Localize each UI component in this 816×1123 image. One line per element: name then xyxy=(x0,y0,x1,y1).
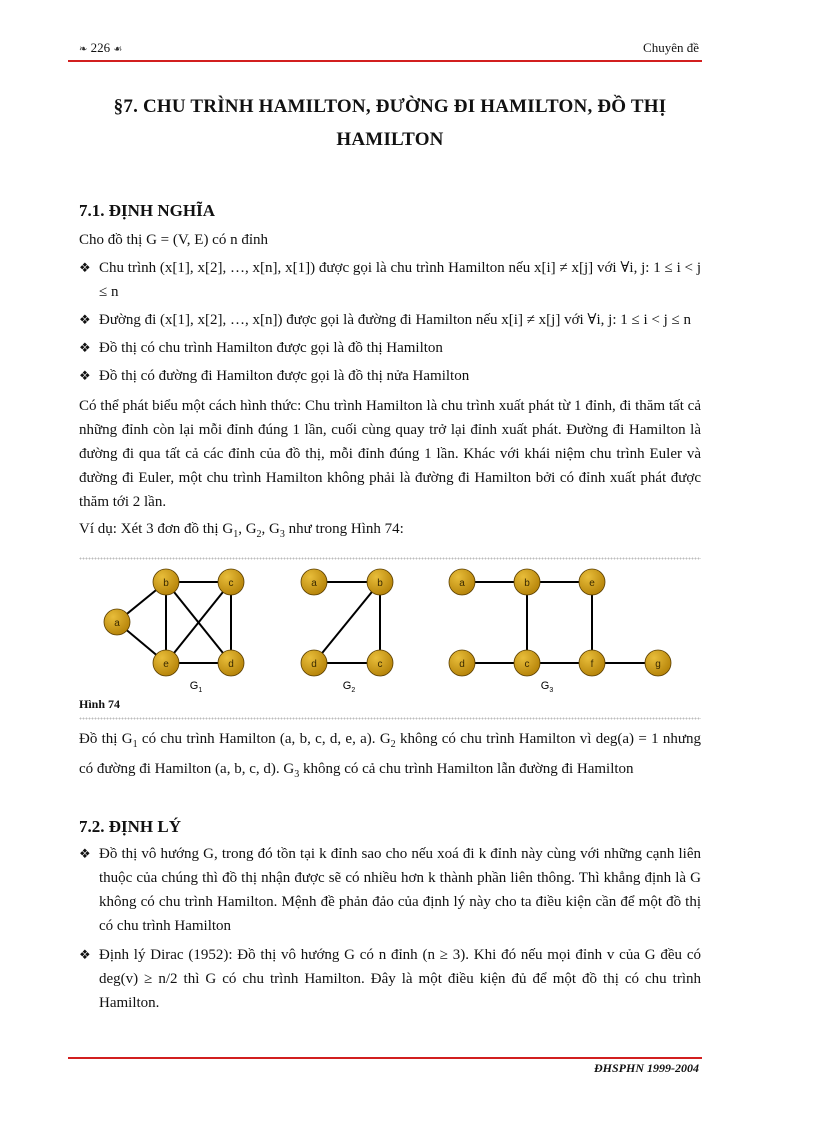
explanation-text: Đồ thị G xyxy=(79,731,133,747)
list-item xyxy=(79,308,701,332)
vertex-label: b xyxy=(377,578,383,589)
list-item-text: Định lý Dirac (1952): Đồ thị vô hướng G có n đỉnh (n ≥ 3). Khi đó nếu mọi đỉnh v của G đều có deg(v) ≥ n/2 thì G có chu trình Hamilton. Đây là một điều kiện đủ để một đồ thị có chu trình Hamilton. xyxy=(99,947,701,1011)
vertex-label: b xyxy=(524,578,530,589)
subscript: 3 xyxy=(279,529,285,540)
list-item xyxy=(79,943,701,1015)
diamond-bullet-icon: ❖ xyxy=(79,846,91,861)
subscript: 1 xyxy=(132,739,138,750)
list-item-text: Đường đi (x[1], x[2], …, x[n]) được gọi là đường đi Hamilton nếu x[i] ≠ x[j] với ∀i, j: 1 ≤ i < j ≤ n xyxy=(99,312,691,328)
ornament-right-icon: ☙ xyxy=(113,44,123,55)
page-number: 226 xyxy=(90,40,111,55)
diamond-bullet-icon: ❖ xyxy=(79,368,91,383)
figure-explanation xyxy=(79,727,701,787)
graph-g2 xyxy=(301,569,393,694)
section-heading-definition: 7.1. ĐỊNH NGHĨA xyxy=(79,201,216,220)
explanation-text: có chu trình Hamilton (a, b, c, d, e, a). G xyxy=(137,731,391,747)
list-item-text: Đồ thị có đường đi Hamilton được gọi là đồ thị nửa Hamilton xyxy=(99,368,470,384)
vertex-label: c xyxy=(228,578,234,589)
definition-intro: Cho đồ thị G = (V, E) có n đỉnh xyxy=(79,232,269,248)
subscript: 2 xyxy=(390,739,396,750)
vertex-label: a xyxy=(311,578,317,589)
diamond-bullet-icon: ❖ xyxy=(79,312,91,327)
vertex-label: c xyxy=(524,659,530,670)
vertex-label: e xyxy=(589,578,595,589)
footer-text: ĐHSPHN 1999-2004 xyxy=(594,1061,699,1075)
header-rule xyxy=(68,60,702,62)
vertex-label: d xyxy=(311,659,317,670)
section-name: Chuyên đề xyxy=(643,40,699,55)
vertex-label: a xyxy=(114,618,120,629)
edge-b-d xyxy=(314,582,380,663)
list-item xyxy=(79,256,701,304)
vertex-label: b xyxy=(163,578,169,589)
figure-top-divider xyxy=(79,557,701,560)
vertex-label: f xyxy=(590,659,594,670)
definition-paragraph: Có thể phát biểu một cách hình thức: Chu trình Hamilton là chu trình xuất phát từ 1 đỉnh, đi thăm tất cả những đỉnh còn lại mỗi đỉnh đúng 1 lần, cuối cùng quay trở lại đỉnh xuất phát. Đường đi Hamilton là đường đi qua tất cả các đỉnh của đồ thị, mỗi đỉnh đúng 1 lần. Khác với khái niệm chu trình Euler và đường đi Euler, một chu trình Hamilton không phải là đường đi Hamilton bởi có đỉnh xuất phát được thăm tới 2 lần. xyxy=(79,398,701,510)
vertex-label: d xyxy=(459,659,465,670)
list-item-text: Đồ thị có chu trình Hamilton được gọi là đồ thị Hamilton xyxy=(99,340,443,356)
subscript: 3 xyxy=(294,769,300,780)
explanation-text: không có chu trình Hamilton vì deg(a) = 1 nhưng có đường đi Hamilton (a, b, c, d). G xyxy=(79,731,702,777)
vertex-label: d xyxy=(228,659,234,670)
subscript: 2 xyxy=(256,529,262,540)
theorem-list xyxy=(79,842,701,1015)
definition-list xyxy=(79,256,701,388)
vertex-label: g xyxy=(655,659,661,670)
list-item-text: Chu trình (x[1], x[2], …, x[n], x[1]) được gọi là chu trình Hamilton nếu x[i] ≠ x[j] với ∀i, j: 1 ≤ i < j ≤ n xyxy=(99,260,701,300)
vertex-label: a xyxy=(459,578,465,589)
page-content xyxy=(79,90,701,1015)
example-text: như trong Hình 74: xyxy=(284,521,404,537)
figure-caption: Hình 74 xyxy=(79,697,121,711)
example-intro xyxy=(79,517,701,547)
list-item xyxy=(79,336,701,360)
vertex-label: c xyxy=(377,659,383,670)
diamond-bullet-icon: ❖ xyxy=(79,260,91,275)
page-title xyxy=(79,90,701,156)
figure-bottom-divider xyxy=(79,717,701,720)
title-line-2: HAMILTON xyxy=(336,129,444,150)
graph-g3 xyxy=(449,569,671,694)
example-text: , G xyxy=(238,521,257,537)
diamond-bullet-icon: ❖ xyxy=(79,947,91,962)
title-line-1: §7. CHU TRÌNH HAMILTON, ĐƯỜNG ĐI HAMILTON, ĐỒ THỊ xyxy=(113,96,667,117)
vertex-label: e xyxy=(163,659,169,670)
example-text: Ví dụ: Xét 3 đơn đồ thị G xyxy=(79,521,234,537)
explanation-text: không có cả chu trình Hamilton lẫn đường đi Hamilton xyxy=(299,761,634,777)
section-heading-theorem: 7.2. ĐỊNH LÝ xyxy=(79,817,182,836)
list-item xyxy=(79,842,701,938)
page-number-block xyxy=(79,40,122,56)
ornament-left-icon: ❧ xyxy=(79,44,88,55)
list-item-text: Đồ thị vô hướng G, trong đó tồn tại k đỉnh sao cho nếu xoá đi k đỉnh này cùng với những cạnh liên thuộc của chúng thì đồ thị nhận được sẽ có nhiều hơn k thành phần liên thông. Thì khẳng định là G không có chu trình Hamilton. Mệnh đề phản đảo của định lý này cho ta điều kiện cần để một đồ thị có chu trình Hamilton xyxy=(99,846,701,934)
figure-74 xyxy=(79,557,701,721)
graph-label: $G_3$ xyxy=(540,680,554,694)
subscript: 1 xyxy=(233,529,239,540)
list-item xyxy=(79,364,701,388)
footer-rule xyxy=(68,1057,702,1059)
graph-label: $G_2$ xyxy=(342,680,356,694)
example-text: , G xyxy=(261,521,280,537)
diamond-bullet-icon: ❖ xyxy=(79,340,91,355)
page-header xyxy=(79,40,699,60)
graph-illustration xyxy=(79,565,701,695)
graph-g1 xyxy=(104,569,244,694)
graph-label: $G_1$ xyxy=(189,680,203,694)
